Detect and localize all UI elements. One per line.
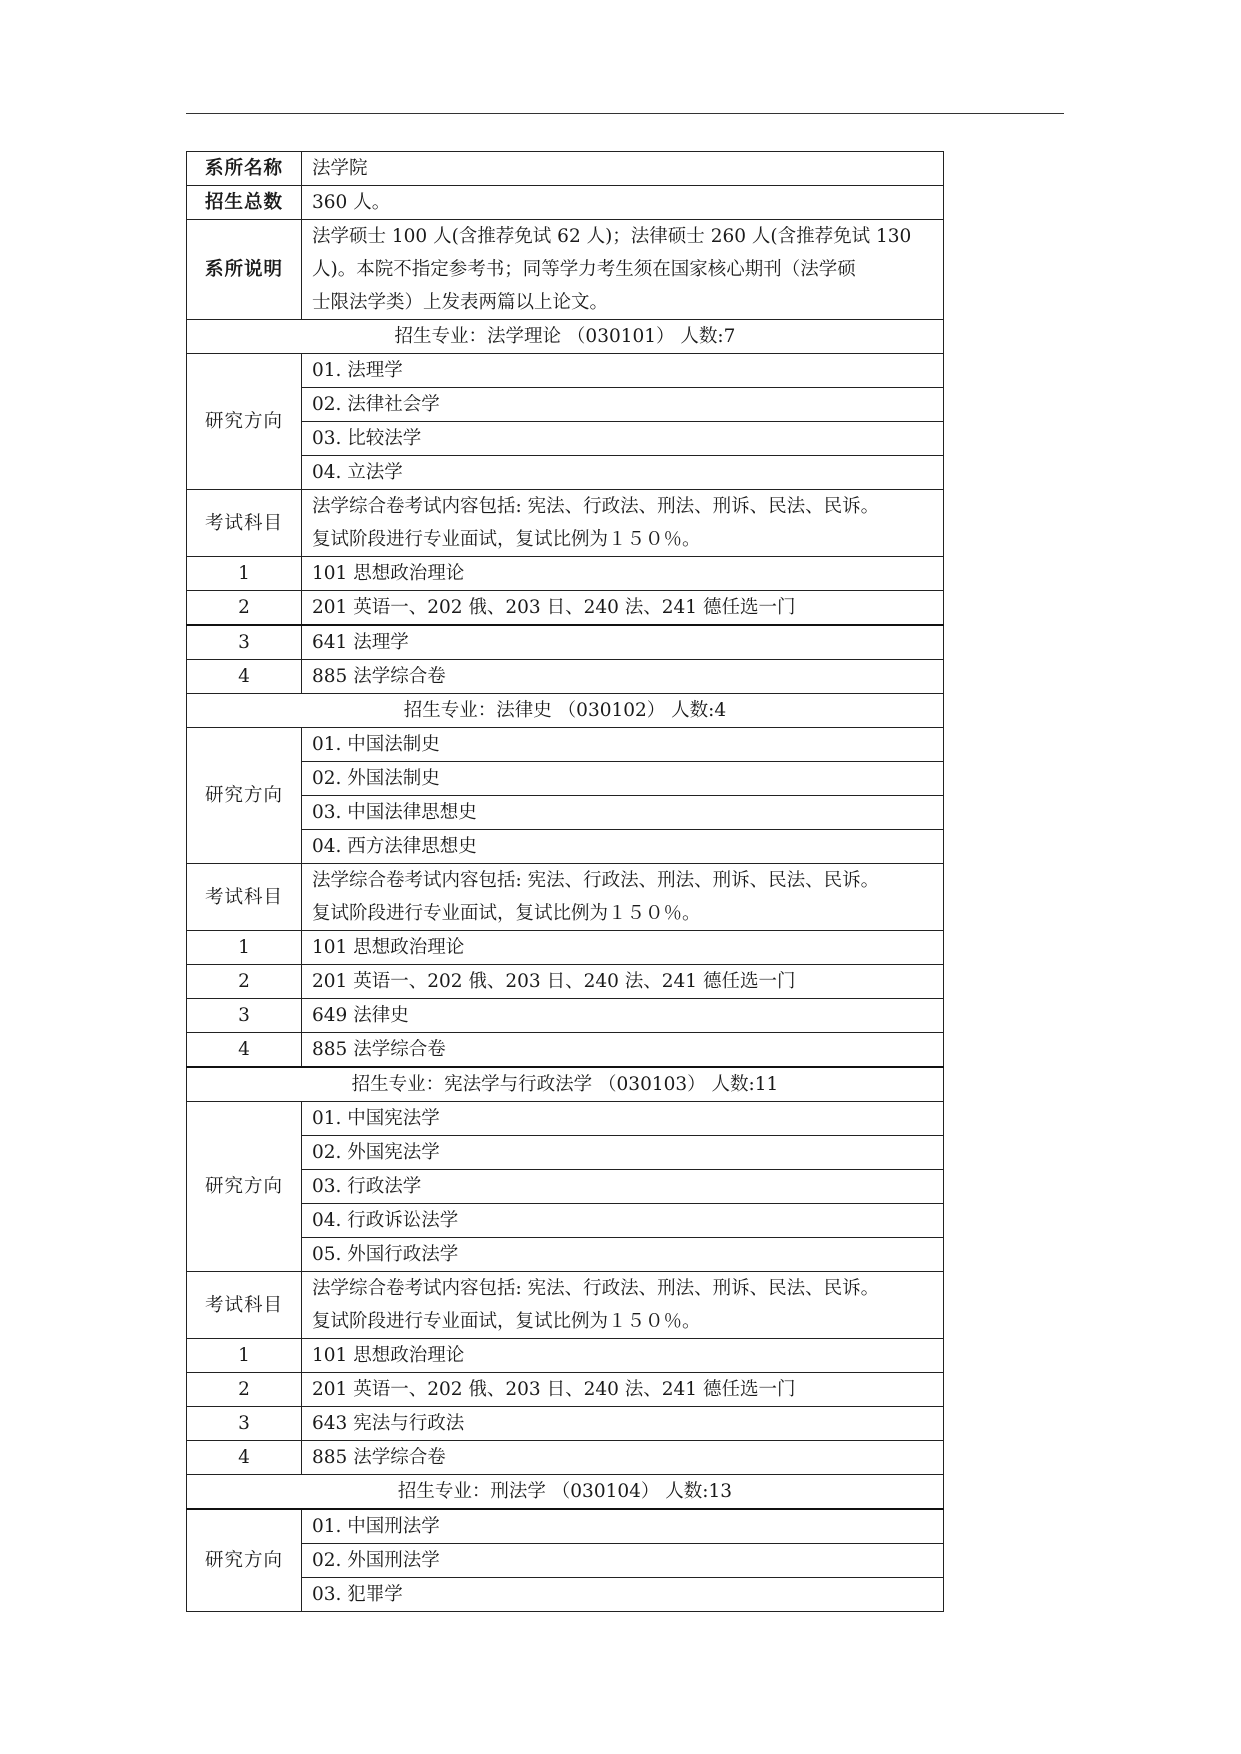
subject-text: 201 英语一、202 俄、203 日、240 法、241 德任选一门: [302, 965, 944, 999]
dept-name-row: [187, 152, 944, 186]
major-title-row: [187, 1475, 944, 1510]
direction-item: 01. 中国法制史: [302, 728, 944, 762]
admissions-table: [186, 151, 944, 1612]
dept-note-row: [187, 220, 944, 320]
direction-item: 04. 行政诉讼法学: [302, 1204, 944, 1238]
direction-item: 02. 法律社会学: [302, 388, 944, 422]
dept-note-value: 法学硕士 100 人(含推荐免试 62 人)；法律硕士 260 人(含推荐免试 130 人)。本院不指定参考书；同等学力考生须在国家核心期刊（法学硕 士限法学类）上发表两篇以上论文。: [302, 220, 944, 320]
exam-subjects-label: 考试科目: [187, 490, 302, 557]
subject-text: 101 思想政治理论: [302, 931, 944, 965]
subject-number: 2: [187, 965, 302, 999]
subject-text: 201 英语一、202 俄、203 日、240 法、241 德任选一门: [302, 1373, 944, 1407]
subject-number: 1: [187, 931, 302, 965]
subject-row: [187, 1407, 944, 1441]
subject-row: [187, 1441, 944, 1475]
subject-row: [187, 999, 944, 1033]
subject-row: [187, 1033, 944, 1068]
subject-text: 649 法律史: [302, 999, 944, 1033]
exam-row: [187, 490, 944, 557]
major-title: 招生专业：宪法学与行政法学 （030103） 人数:11: [187, 1067, 944, 1102]
direction-row: [187, 1102, 944, 1136]
direction-item: 04. 立法学: [302, 456, 944, 490]
direction-item: 01. 中国刑法学: [302, 1509, 944, 1544]
research-direction-label: 研究方向: [187, 728, 302, 864]
subject-text: 885 法学综合卷: [302, 1441, 944, 1475]
subject-number: 4: [187, 1033, 302, 1068]
major-title-row: [187, 694, 944, 728]
subject-row: [187, 557, 944, 591]
subject-row: [187, 1339, 944, 1373]
subject-number: 3: [187, 625, 302, 660]
subject-text: 201 英语一、202 俄、203 日、240 法、241 德任选一门: [302, 591, 944, 626]
direction-item: 05. 外国行政法学: [302, 1238, 944, 1272]
exam-row: [187, 1272, 944, 1339]
exam-subjects-label: 考试科目: [187, 1272, 302, 1339]
exam-description: 法学综合卷考试内容包括: 宪法、行政法、刑法、刑诉、民法、民诉。 复试阶段进行专业面试，复试比例为１５０％。: [302, 864, 944, 931]
direction-item: 03. 行政法学: [302, 1170, 944, 1204]
subject-row: [187, 931, 944, 965]
dept-total-value: 360 人。: [302, 186, 944, 220]
major-title: 招生专业：法学理论 （030101） 人数:7: [187, 320, 944, 354]
direction-row: [187, 728, 944, 762]
direction-item: 02. 外国刑法学: [302, 1544, 944, 1578]
exam-description: 法学综合卷考试内容包括: 宪法、行政法、刑法、刑诉、民法、民诉。 复试阶段进行专业面试，复试比例为１５０％。: [302, 490, 944, 557]
major-title: 招生专业：法律史 （030102） 人数:4: [187, 694, 944, 728]
subject-number: 4: [187, 1441, 302, 1475]
subject-number: 3: [187, 1407, 302, 1441]
research-direction-label: 研究方向: [187, 1102, 302, 1272]
subject-number: 1: [187, 557, 302, 591]
direction-item: 04. 西方法律思想史: [302, 830, 944, 864]
subject-row: [187, 625, 944, 660]
subject-number: 4: [187, 660, 302, 694]
subject-row: [187, 1373, 944, 1407]
dept-name-value: 法学院: [302, 152, 944, 186]
major-title-row: [187, 1067, 944, 1102]
research-direction-label: 研究方向: [187, 354, 302, 490]
subject-number: 2: [187, 591, 302, 626]
subject-number: 2: [187, 1373, 302, 1407]
dept-total-label: 招生总数: [187, 186, 302, 220]
major-title-row: [187, 320, 944, 354]
subject-number: 1: [187, 1339, 302, 1373]
direction-item: 02. 外国宪法学: [302, 1136, 944, 1170]
subject-number: 3: [187, 999, 302, 1033]
subject-row: [187, 591, 944, 626]
subject-row: [187, 660, 944, 694]
direction-item: 03. 犯罪学: [302, 1578, 944, 1612]
exam-description: 法学综合卷考试内容包括: 宪法、行政法、刑法、刑诉、民法、民诉。 复试阶段进行专业面试，复试比例为１５０％。: [302, 1272, 944, 1339]
direction-item: 01. 中国宪法学: [302, 1102, 944, 1136]
direction-row: [187, 354, 944, 388]
direction-row: [187, 1509, 944, 1544]
header-rule: [186, 113, 1064, 114]
direction-item: 03. 比较法学: [302, 422, 944, 456]
dept-note-label: 系所说明: [187, 220, 302, 320]
subject-text: 101 思想政治理论: [302, 557, 944, 591]
subject-text: 885 法学综合卷: [302, 660, 944, 694]
subject-text: 643 宪法与行政法: [302, 1407, 944, 1441]
subject-text: 641 法理学: [302, 625, 944, 660]
exam-subjects-label: 考试科目: [187, 864, 302, 931]
subject-text: 101 思想政治理论: [302, 1339, 944, 1373]
exam-row: [187, 864, 944, 931]
direction-item: 03. 中国法律思想史: [302, 796, 944, 830]
subject-row: [187, 965, 944, 999]
research-direction-label: 研究方向: [187, 1509, 302, 1612]
major-title: 招生专业：刑法学 （030104） 人数:13: [187, 1475, 944, 1510]
direction-item: 02. 外国法制史: [302, 762, 944, 796]
dept-total-row: [187, 186, 944, 220]
subject-text: 885 法学综合卷: [302, 1033, 944, 1068]
dept-name-label: 系所名称: [187, 152, 302, 186]
direction-item: 01. 法理学: [302, 354, 944, 388]
